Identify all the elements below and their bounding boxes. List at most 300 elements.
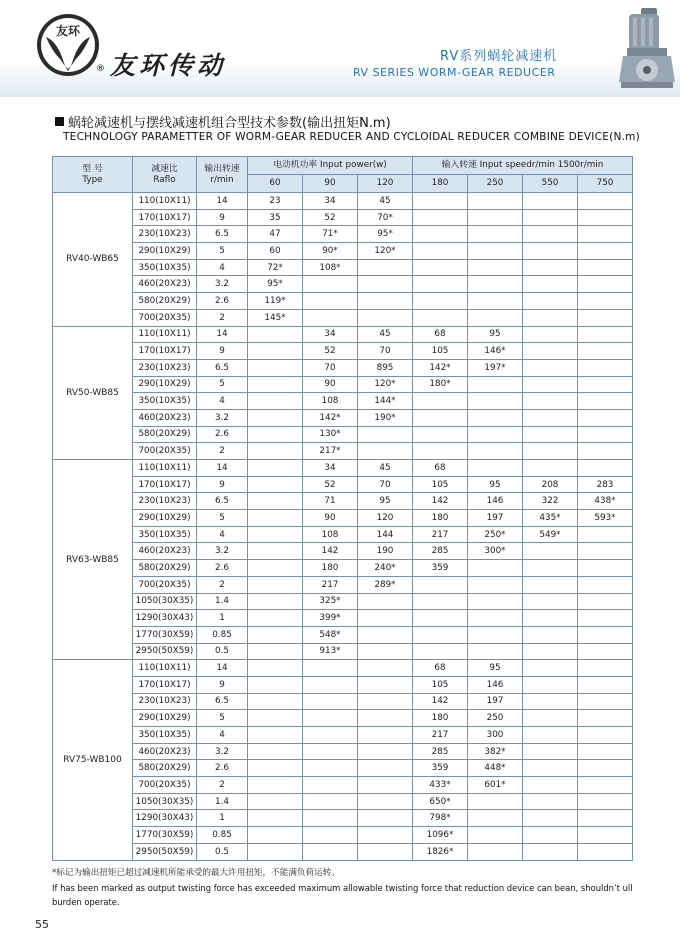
torque-cell: 593* (578, 510, 633, 527)
torque-cell (578, 576, 633, 593)
torque-cell (523, 760, 578, 777)
col-header-input-power: 电动机功率 Input power(w) (248, 157, 413, 175)
torque-cell (413, 409, 468, 426)
torque-cell (523, 560, 578, 577)
table-row (53, 443, 633, 460)
torque-cell (303, 810, 358, 827)
power-col-header: 550 (523, 175, 578, 193)
torque-cell (523, 409, 578, 426)
ratio-cell: 460(20X23) (133, 276, 197, 293)
speed-cell: 14 (197, 660, 248, 677)
torque-cell (358, 610, 413, 627)
torque-cell: 35 (248, 209, 303, 226)
torque-cell: 47 (248, 226, 303, 243)
ratio-cell: 580(20X29) (133, 560, 197, 577)
torque-cell: 108 (303, 526, 358, 543)
power-col-header: 250 (468, 175, 523, 193)
torque-cell (578, 193, 633, 210)
table-row (53, 376, 633, 393)
table-row (53, 293, 633, 310)
ratio-cell: 170(10X17) (133, 676, 197, 693)
torque-cell (413, 193, 468, 210)
torque-cell (578, 676, 633, 693)
torque-cell (248, 760, 303, 777)
table-row (53, 843, 633, 860)
torque-cell: 105 (413, 476, 468, 493)
ratio-cell: 110(10X11) (133, 326, 197, 343)
ratio-cell: 290(10X29) (133, 243, 197, 260)
col-header-type: 型 号 Type (53, 157, 133, 193)
torque-cell: 146* (468, 343, 523, 360)
power-col-header: 750 (578, 175, 633, 193)
torque-cell: 120* (358, 243, 413, 260)
torque-cell: 190* (358, 409, 413, 426)
torque-cell (358, 293, 413, 310)
torque-cell: 34 (303, 326, 358, 343)
torque-cell (248, 777, 303, 794)
torque-cell (413, 243, 468, 260)
torque-cell: 359 (413, 760, 468, 777)
torque-cell (468, 293, 523, 310)
torque-cell (523, 343, 578, 360)
torque-cell (523, 793, 578, 810)
torque-cell: 190 (358, 543, 413, 560)
torque-cell (468, 576, 523, 593)
reducer-product-image (615, 6, 677, 94)
torque-cell (413, 393, 468, 410)
torque-cell (248, 376, 303, 393)
table-row (53, 209, 633, 226)
torque-cell (468, 243, 523, 260)
table-row (53, 760, 633, 777)
torque-cell (578, 309, 633, 326)
speed-cell: 2 (197, 576, 248, 593)
torque-cell: 300* (468, 543, 523, 560)
torque-cell: 120 (358, 510, 413, 527)
torque-cell (468, 209, 523, 226)
torque-cell (248, 460, 303, 477)
torque-cell (248, 626, 303, 643)
table-row (53, 193, 633, 210)
torque-cell (578, 560, 633, 577)
torque-cell: 180 (413, 710, 468, 727)
torque-cell: 197 (468, 693, 523, 710)
model-cell: RV75-WB100 (53, 660, 133, 860)
table-row (53, 343, 633, 360)
torque-cell: 60 (248, 243, 303, 260)
torque-cell (523, 426, 578, 443)
ratio-cell: 170(10X17) (133, 209, 197, 226)
torque-cell (248, 409, 303, 426)
torque-cell: 71 (303, 493, 358, 510)
torque-cell (578, 209, 633, 226)
speed-cell: 6.5 (197, 493, 248, 510)
model-cell: RV40-WB65 (53, 193, 133, 327)
speed-cell: 1.4 (197, 793, 248, 810)
torque-cell (468, 643, 523, 660)
speed-cell: 3.2 (197, 276, 248, 293)
torque-cell (468, 827, 523, 844)
torque-cell (248, 343, 303, 360)
torque-cell: 913* (303, 643, 358, 660)
torque-cell: 1826* (413, 843, 468, 860)
torque-cell (523, 293, 578, 310)
torque-cell: 650* (413, 793, 468, 810)
ratio-cell: 230(10X23) (133, 693, 197, 710)
torque-cell (523, 193, 578, 210)
table-row (53, 393, 633, 410)
company-logo-icon (36, 13, 100, 77)
torque-cell (523, 376, 578, 393)
power-col-header: 60 (248, 175, 303, 193)
speed-cell: 9 (197, 476, 248, 493)
speed-cell: 5 (197, 510, 248, 527)
torque-cell (523, 443, 578, 460)
ratio-cell: 230(10X23) (133, 493, 197, 510)
torque-cell (578, 760, 633, 777)
torque-cell (578, 827, 633, 844)
torque-cell: 120* (358, 376, 413, 393)
table-row (53, 510, 633, 527)
torque-cell (248, 493, 303, 510)
speed-cell: 2 (197, 309, 248, 326)
torque-cell (523, 810, 578, 827)
table-row (53, 543, 633, 560)
torque-cell (358, 727, 413, 744)
torque-cell: 90 (303, 376, 358, 393)
ratio-cell: 290(10X29) (133, 510, 197, 527)
torque-cell: 105 (413, 676, 468, 693)
footnote-cn: *标记为输出扭矩已超过减速机所能承受的最大许用扭矩，不能满负荷运转。 (52, 868, 340, 878)
torque-cell: 438* (578, 493, 633, 510)
table-row (53, 576, 633, 593)
speed-cell: 5 (197, 376, 248, 393)
spec-table (52, 156, 633, 861)
torque-cell (523, 660, 578, 677)
torque-cell (413, 443, 468, 460)
torque-cell (468, 593, 523, 610)
brand-name: 友环传动 (110, 51, 227, 80)
torque-cell: 142 (413, 693, 468, 710)
torque-cell: 435* (523, 510, 578, 527)
speed-cell: 9 (197, 343, 248, 360)
torque-cell: 180 (303, 560, 358, 577)
table-row (53, 226, 633, 243)
torque-cell (248, 610, 303, 627)
torque-cell: 68 (413, 326, 468, 343)
torque-cell (578, 326, 633, 343)
speed-cell: 6.5 (197, 226, 248, 243)
torque-cell (248, 593, 303, 610)
table-row (53, 309, 633, 326)
torque-cell (523, 827, 578, 844)
speed-cell: 3.2 (197, 543, 248, 560)
torque-cell (248, 359, 303, 376)
torque-cell (303, 276, 358, 293)
ratio-cell: 1290(30X43) (133, 810, 197, 827)
torque-cell: 90 (303, 510, 358, 527)
torque-cell (358, 309, 413, 326)
speed-cell: 4 (197, 727, 248, 744)
speed-cell: 0.85 (197, 626, 248, 643)
torque-cell (468, 376, 523, 393)
torque-cell (468, 259, 523, 276)
torque-cell (578, 259, 633, 276)
speed-cell: 2.6 (197, 760, 248, 777)
torque-cell: 359 (413, 560, 468, 577)
torque-cell (523, 309, 578, 326)
torque-cell (248, 827, 303, 844)
ratio-cell: 110(10X11) (133, 193, 197, 210)
torque-cell: 95* (248, 276, 303, 293)
torque-cell: 95* (358, 226, 413, 243)
torque-cell: 108 (303, 393, 358, 410)
ratio-cell: 230(10X23) (133, 226, 197, 243)
torque-cell (578, 409, 633, 426)
speed-cell: 4 (197, 526, 248, 543)
ratio-cell: 350(10X35) (133, 526, 197, 543)
torque-cell (468, 443, 523, 460)
torque-cell (413, 209, 468, 226)
torque-cell: 1096* (413, 827, 468, 844)
torque-cell (248, 710, 303, 727)
ratio-cell: 350(10X35) (133, 393, 197, 410)
ratio-cell: 1050(30X35) (133, 593, 197, 610)
torque-cell (578, 243, 633, 260)
torque-cell: 142* (303, 409, 358, 426)
torque-cell (248, 393, 303, 410)
torque-cell: 289* (358, 576, 413, 593)
torque-cell: 240* (358, 560, 413, 577)
col-header-speed: 输出转速 r/min (197, 157, 248, 193)
speed-cell: 2.6 (197, 560, 248, 577)
torque-cell (413, 309, 468, 326)
torque-cell (303, 743, 358, 760)
torque-cell (248, 526, 303, 543)
torque-cell (578, 543, 633, 560)
registered-mark: ® (96, 64, 105, 74)
torque-cell: 448* (468, 760, 523, 777)
power-col-header: 120 (358, 175, 413, 193)
ratio-cell: 290(10X29) (133, 376, 197, 393)
torque-cell (523, 209, 578, 226)
torque-cell: 72* (248, 259, 303, 276)
torque-cell (578, 426, 633, 443)
speed-cell: 14 (197, 460, 248, 477)
table-row (53, 409, 633, 426)
torque-cell (413, 576, 468, 593)
ratio-cell: 460(20X23) (133, 409, 197, 426)
torque-cell (248, 476, 303, 493)
ratio-cell: 2950(50X59) (133, 643, 197, 660)
torque-cell: 300 (468, 727, 523, 744)
torque-cell: 433* (413, 777, 468, 794)
table-row (53, 727, 633, 744)
torque-cell: 130* (303, 426, 358, 443)
torque-cell: 95 (468, 660, 523, 677)
torque-cell (468, 626, 523, 643)
torque-cell (523, 359, 578, 376)
torque-cell (468, 793, 523, 810)
torque-cell (358, 426, 413, 443)
torque-cell (248, 443, 303, 460)
torque-cell (358, 743, 413, 760)
speed-cell: 6.5 (197, 359, 248, 376)
torque-cell: 180 (413, 510, 468, 527)
torque-cell (523, 576, 578, 593)
torque-cell (523, 727, 578, 744)
torque-cell (358, 843, 413, 860)
ratio-cell: 700(20X35) (133, 777, 197, 794)
torque-cell (523, 259, 578, 276)
ratio-cell: 2950(50X59) (133, 843, 197, 860)
speed-cell: 4 (197, 259, 248, 276)
table-row (53, 426, 633, 443)
torque-cell: 146 (468, 493, 523, 510)
torque-cell (303, 793, 358, 810)
torque-cell (358, 793, 413, 810)
torque-cell (248, 727, 303, 744)
torque-cell: 285 (413, 743, 468, 760)
table-row (53, 259, 633, 276)
torque-cell (413, 643, 468, 660)
torque-cell (468, 393, 523, 410)
speed-cell: 2 (197, 777, 248, 794)
torque-cell: 322 (523, 493, 578, 510)
torque-cell (523, 610, 578, 627)
ratio-cell: 170(10X17) (133, 476, 197, 493)
torque-cell (248, 843, 303, 860)
torque-cell (303, 676, 358, 693)
torque-cell: 217 (413, 526, 468, 543)
torque-cell (523, 676, 578, 693)
torque-cell (248, 560, 303, 577)
torque-cell (523, 710, 578, 727)
torque-cell (578, 376, 633, 393)
table-row (53, 827, 633, 844)
torque-cell (578, 810, 633, 827)
table-row (53, 693, 633, 710)
torque-cell (468, 610, 523, 627)
torque-cell (523, 276, 578, 293)
torque-cell: 95 (468, 326, 523, 343)
torque-cell: 895 (358, 359, 413, 376)
table-row (53, 793, 633, 810)
torque-cell: 68 (413, 460, 468, 477)
torque-cell (303, 727, 358, 744)
table-row (53, 743, 633, 760)
torque-cell: 70 (358, 343, 413, 360)
torque-cell (303, 777, 358, 794)
ratio-cell: 460(20X23) (133, 543, 197, 560)
torque-cell: 180* (413, 376, 468, 393)
section-title-cn (55, 112, 391, 131)
speed-cell: 5 (197, 710, 248, 727)
torque-cell (523, 593, 578, 610)
torque-cell (468, 560, 523, 577)
torque-cell: 197* (468, 359, 523, 376)
torque-cell (578, 777, 633, 794)
speed-cell: 2.6 (197, 426, 248, 443)
table-row (53, 476, 633, 493)
torque-cell (248, 660, 303, 677)
torque-cell (248, 676, 303, 693)
torque-cell (523, 626, 578, 643)
torque-cell: 95 (468, 476, 523, 493)
speed-cell: 9 (197, 209, 248, 226)
torque-cell (358, 760, 413, 777)
torque-cell: 23 (248, 193, 303, 210)
torque-cell (468, 426, 523, 443)
ratio-cell: 700(20X35) (133, 576, 197, 593)
torque-cell (578, 460, 633, 477)
torque-cell (358, 443, 413, 460)
torque-cell: 70* (358, 209, 413, 226)
torque-cell: 52 (303, 476, 358, 493)
table-row (53, 593, 633, 610)
torque-cell (578, 693, 633, 710)
torque-cell (523, 743, 578, 760)
torque-cell (303, 293, 358, 310)
torque-cell (523, 326, 578, 343)
torque-cell: 325* (303, 593, 358, 610)
torque-cell (358, 643, 413, 660)
torque-cell (358, 259, 413, 276)
section-title-cn-text: 蜗轮减速机与摆线减速机组合型技术参数(输出扭矩N.m) (68, 116, 391, 131)
ratio-cell: 1050(30X35) (133, 793, 197, 810)
torque-cell (523, 843, 578, 860)
torque-cell (523, 777, 578, 794)
torque-cell (303, 693, 358, 710)
table-row (53, 777, 633, 794)
torque-cell (358, 777, 413, 794)
torque-cell: 45 (358, 460, 413, 477)
table-row (53, 810, 633, 827)
speed-cell: 2.6 (197, 293, 248, 310)
torque-cell: 283 (578, 476, 633, 493)
torque-cell (248, 693, 303, 710)
torque-cell (468, 276, 523, 293)
torque-cell (248, 793, 303, 810)
speed-cell: 3.2 (197, 409, 248, 426)
torque-cell (523, 693, 578, 710)
torque-cell (578, 293, 633, 310)
torque-cell: 52 (303, 209, 358, 226)
torque-cell: 108* (303, 259, 358, 276)
table-row (53, 660, 633, 677)
torque-cell (578, 793, 633, 810)
table-row (53, 243, 633, 260)
svg-text:友环: 友环 (55, 24, 81, 38)
ratio-cell: 1770(30X59) (133, 827, 197, 844)
model-cell: RV50-WB85 (53, 326, 133, 460)
ratio-cell: 290(10X29) (133, 710, 197, 727)
torque-cell (523, 460, 578, 477)
torque-cell (248, 543, 303, 560)
torque-cell (578, 626, 633, 643)
torque-cell: 250* (468, 526, 523, 543)
speed-cell: 0.5 (197, 843, 248, 860)
ratio-cell: 580(20X29) (133, 293, 197, 310)
torque-cell: 70 (358, 476, 413, 493)
torque-cell (413, 626, 468, 643)
torque-cell (578, 727, 633, 744)
torque-cell (523, 543, 578, 560)
torque-cell (468, 193, 523, 210)
speed-cell: 1 (197, 810, 248, 827)
torque-cell (578, 660, 633, 677)
torque-cell: 217 (303, 576, 358, 593)
